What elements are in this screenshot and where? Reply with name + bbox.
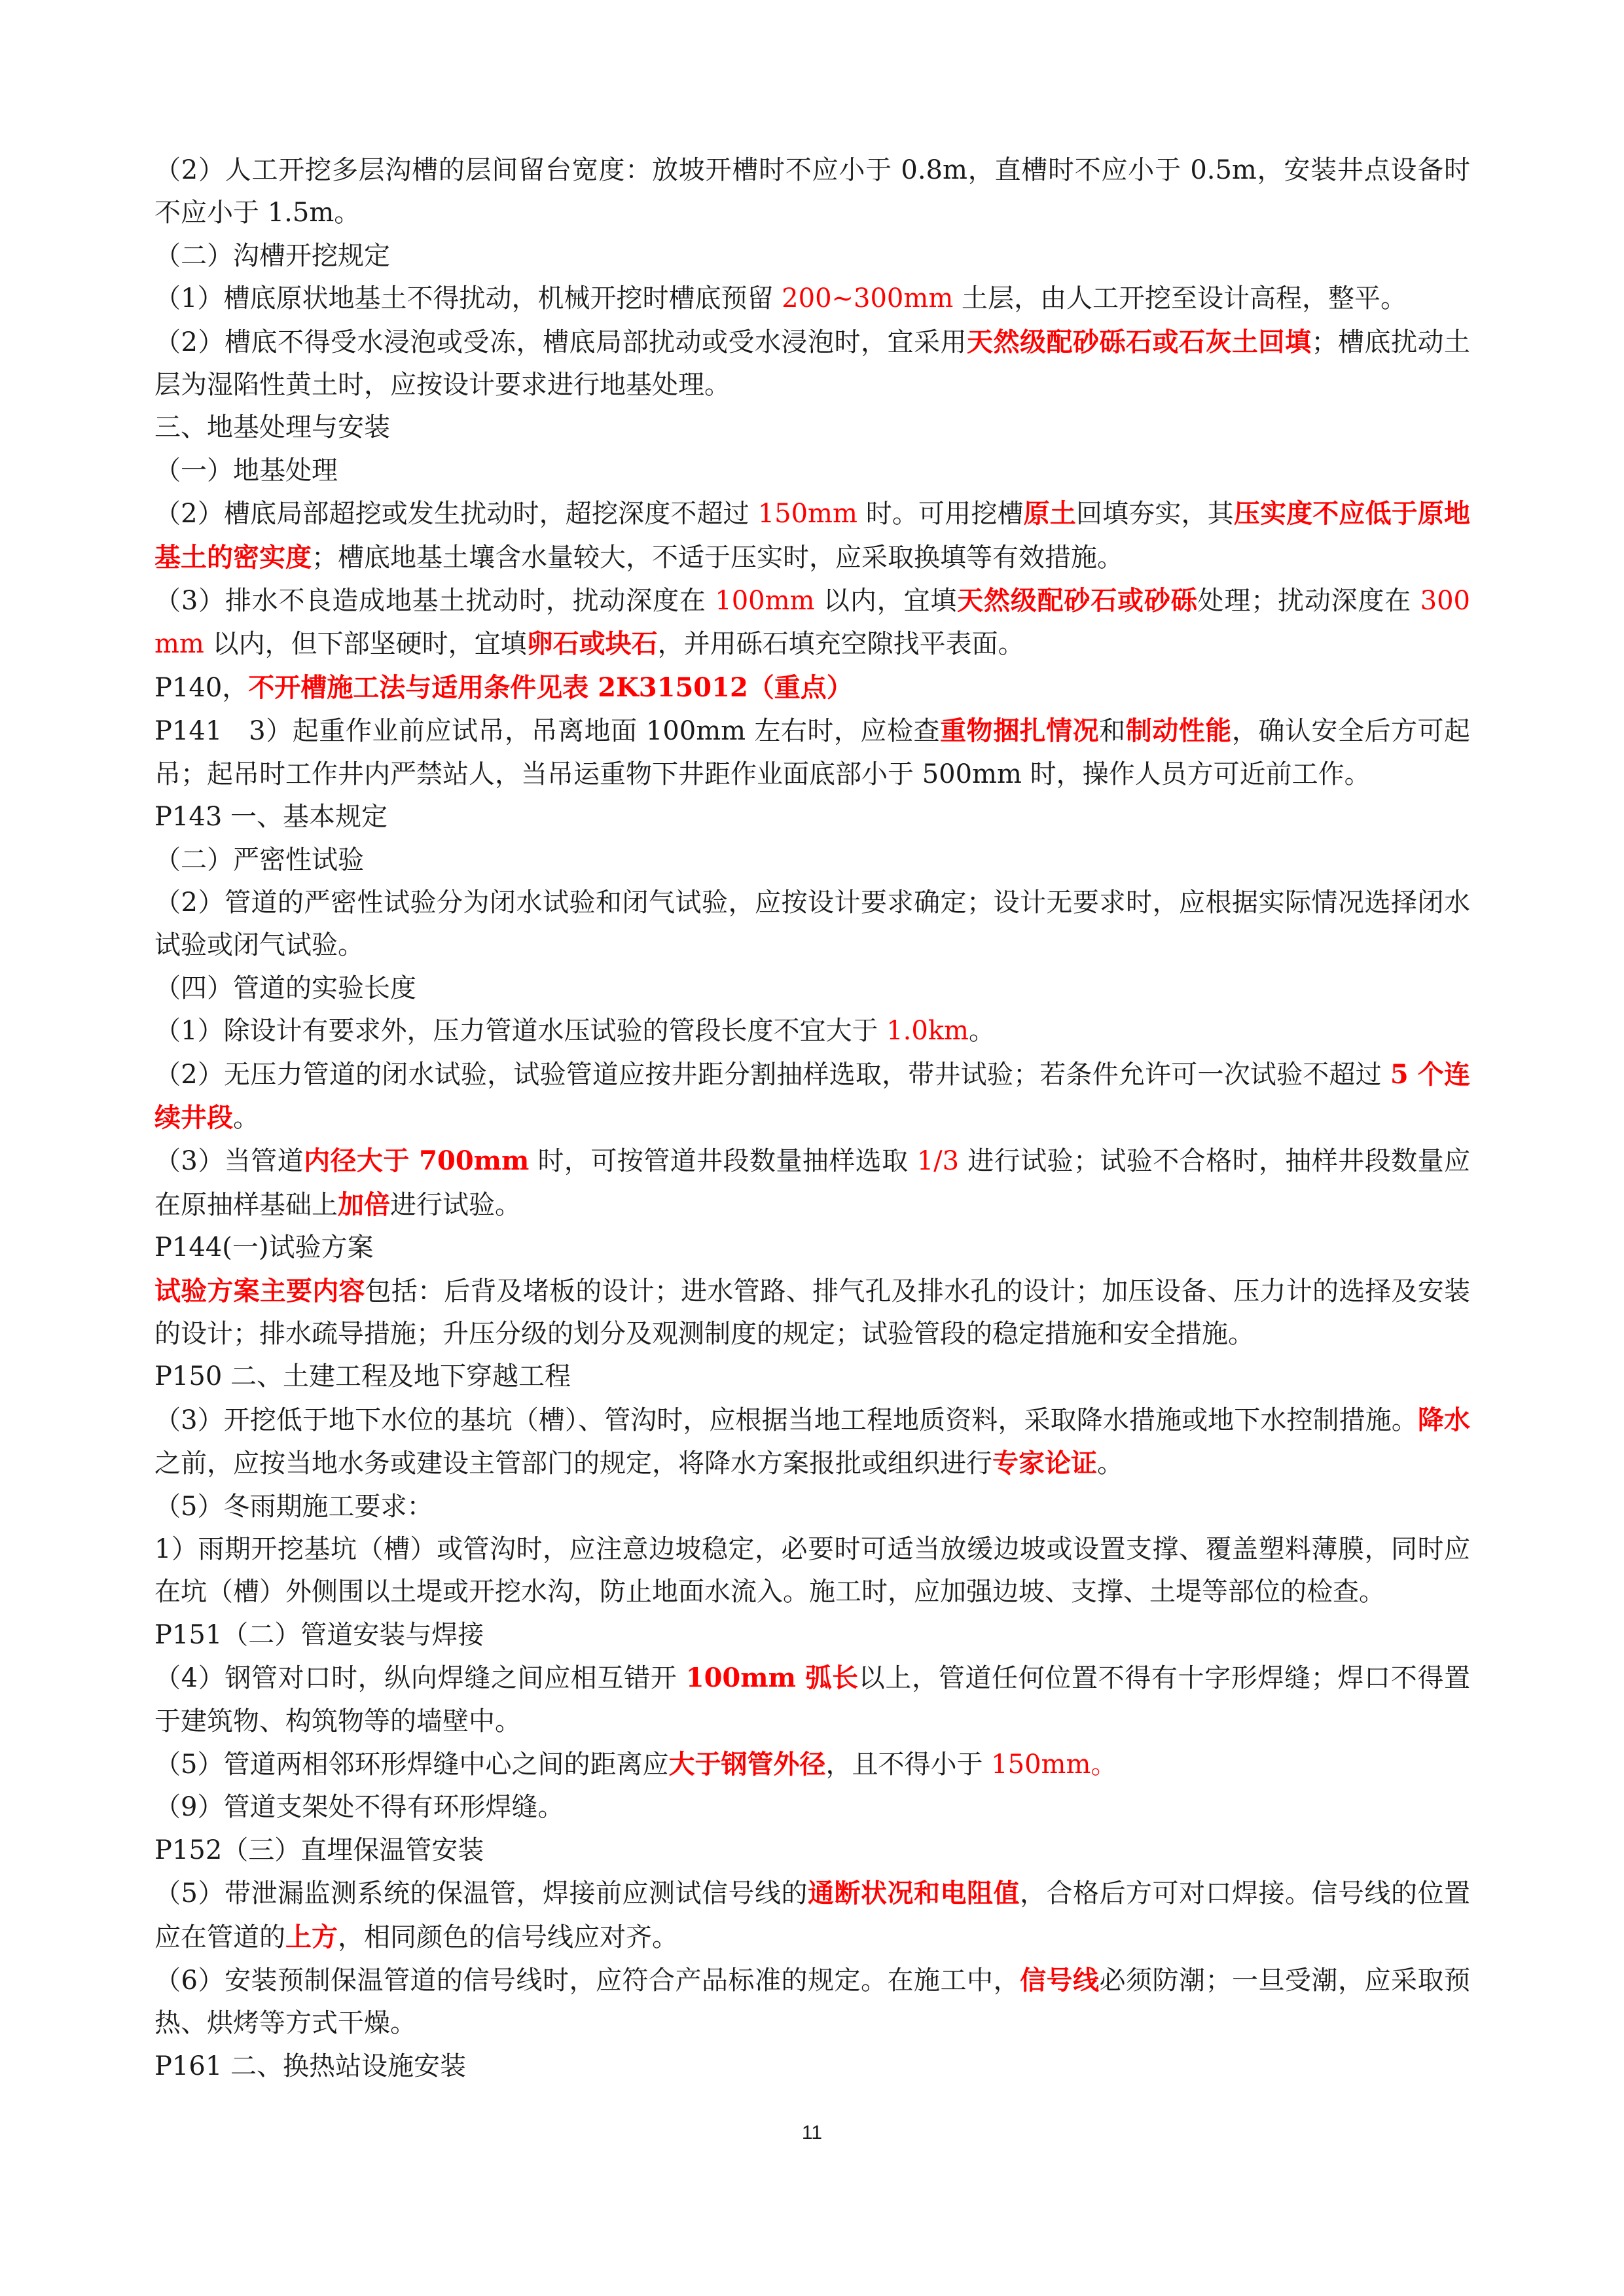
highlighted-text: 制动性能 — [1125, 715, 1232, 747]
text-segment: 以内，宜填 — [814, 586, 958, 617]
text-segment: 时。可用挖槽 — [857, 499, 1024, 529]
text-segment: 处理；扰动深度在 — [1197, 586, 1420, 617]
text-segment: P141 3）起重作业前应试吊，吊离地面 100mm 左右时，应检查 — [154, 716, 941, 747]
text-segment: 三、地基处理与安装 — [154, 412, 390, 443]
text-segment: 进行试验。 — [390, 1189, 521, 1220]
text-segment: （二）严密性试验 — [154, 844, 364, 875]
text-segment: P152（三）直埋保温管安装 — [154, 1835, 484, 1865]
paragraph — [154, 2045, 1470, 2088]
paragraph — [154, 1872, 1470, 1959]
text-segment: （6）安装预制保温管道的信号线时，应符合产品标准的规定。在施工中， — [154, 1965, 1020, 1996]
highlighted-text: 天然级配砂石或砂砾 — [957, 585, 1198, 617]
text-segment: （1）槽底原状地基土不得扰动，机械开挖时槽底预留 — [154, 283, 782, 314]
text-segment: （1）除设计有要求外，压力管道水压试验的管段长度不宜大于 — [154, 1016, 887, 1047]
highlighted-text: 1.0km — [886, 1016, 969, 1047]
highlighted-text: 原土 — [1023, 498, 1076, 529]
text-segment: ，确认安全后方可起吊；起吊时工作井内严禁站人，当吊运重物下井距作业面底部小于 500mm 时，操作人员方可近前工作。 — [154, 716, 1471, 789]
paragraph — [154, 1270, 1470, 1356]
highlighted-text: 150mm — [757, 499, 857, 529]
paragraph — [154, 839, 1470, 882]
text-segment: 进行试验；试验不合格时，抽样井段数量应在原抽样基础上 — [154, 1146, 1471, 1220]
text-segment: ，并用砾石填充空隙找平表面。 — [657, 629, 1024, 660]
text-segment: （一）地基处理 — [154, 455, 338, 486]
text-segment: ，合格后方可对口焊接。信号线的位置应在管道的 — [154, 1878, 1471, 1952]
highlighted-text: 5 个连续井段 — [154, 1058, 1470, 1133]
text-segment: （2）管道的严密性试验分为闭水试验和闭气试验，应按设计要求确定；设计无要求时，应根据实际情况选择闭水试验或闭气试验。 — [154, 887, 1470, 961]
paragraph — [154, 278, 1470, 320]
highlighted-text: 100mm — [715, 586, 815, 617]
highlighted-text: 通断状况和电阻值 — [807, 1878, 1020, 1909]
text-segment: （2）槽底不得受水浸泡或受冻，槽底局部扰动或受水浸泡时，宜采用 — [154, 327, 967, 357]
text-segment: （5）冬雨期施工要求： — [154, 1491, 433, 1522]
text-segment: 回填夯实，其 — [1075, 499, 1234, 529]
highlighted-text: 150mm。 — [991, 1749, 1117, 1780]
paragraph — [154, 709, 1470, 796]
text-segment: ；槽底扰动土层为湿陷性黄土时，应按设计要求进行地基处理。 — [154, 327, 1471, 401]
paragraph — [154, 1614, 1470, 1657]
text-segment: （2）无压力管道的闭水试验，试验管道应按井距分割抽样选取，带井试验；若条件允许可一次试验不超过 — [154, 1059, 1390, 1090]
page-number: 11 — [801, 2122, 823, 2144]
text-segment: （2）人工开挖多层沟槽的层间留台宽度：放坡开槽时不应小于 0.8m，直槽时不应小于 0.5m，安装井点设备时不应小于 1.5m。 — [154, 155, 1470, 228]
paragraph — [154, 1486, 1470, 1528]
highlighted-text: 信号线 — [1019, 1965, 1100, 1996]
highlighted-text: 加倍 — [338, 1189, 390, 1220]
paragraph — [154, 149, 1470, 235]
text-segment: P151（二）管道安装与焊接 — [154, 1619, 484, 1650]
text-segment: （5）管道两相邻环形焊缝中心之间的距离应 — [154, 1749, 669, 1780]
paragraph — [154, 882, 1470, 967]
highlighted-text: 卵石或块石 — [526, 628, 658, 660]
text-segment: 包括：后背及堵板的设计；进水管路、排气孔及排水孔的设计；加压设备、压力计的选择及安装的设计；排水疏导措施；升压分级的划分及观测制度的规定；试验管段的稳定措施和安全措施。 — [154, 1276, 1471, 1349]
paragraph — [154, 1786, 1470, 1829]
paragraph — [154, 235, 1470, 278]
text-segment: P143 一、基本规定 — [154, 802, 388, 833]
highlighted-text: 降水 — [1417, 1404, 1470, 1435]
text-segment: （3）开挖低于地下水位的基坑（槽）、管沟时，应根据当地工程地质资料，采取降水措施或地下水控制措施。 — [154, 1405, 1418, 1435]
text-segment: 。 — [1097, 1448, 1123, 1479]
text-segment: P150 二、土建工程及地下穿越工程 — [154, 1361, 571, 1392]
paragraph — [154, 492, 1470, 579]
text-segment: （3）当管道 — [154, 1146, 304, 1177]
text-segment: 时，可按管道井段数量抽样选取 — [529, 1146, 917, 1177]
document-body — [154, 149, 1470, 2088]
paragraph — [154, 1227, 1470, 1269]
highlighted-text: 内径大于 700mm — [304, 1145, 530, 1177]
text-segment: 。 — [968, 1016, 995, 1047]
highlighted-text: 200~300mm — [782, 283, 954, 314]
paragraph — [154, 1743, 1470, 1786]
highlighted-text: 压实度不应低于原地基土的密实度 — [154, 498, 1471, 573]
text-segment: 土层，由人工开挖至设计高程，整平。 — [953, 283, 1407, 314]
paragraph — [154, 1959, 1470, 2045]
paragraph — [154, 579, 1470, 666]
paragraph — [154, 321, 1470, 407]
paragraph — [154, 796, 1470, 838]
text-segment: （3）排水不良造成地基土扰动时，扰动深度在 — [154, 586, 715, 617]
text-segment: （9）管道支架处不得有环形焊缝。 — [154, 1792, 564, 1823]
highlighted-text: 不开槽施工法与适用条件见表 2K315012（重点） — [248, 672, 853, 703]
highlighted-text: 大于钢管外径 — [668, 1749, 826, 1780]
paragraph — [154, 1528, 1470, 1614]
paragraph — [154, 1657, 1470, 1743]
paragraph — [154, 1010, 1470, 1052]
paragraph — [154, 450, 1470, 492]
text-segment: ；槽底地基土壤含水量较大，不适于压实时，应采取换填等有效措施。 — [312, 542, 1123, 573]
highlighted-text: 试验方案主要内容 — [154, 1275, 365, 1306]
highlighted-text: 100mm 弧长 — [685, 1662, 859, 1694]
highlighted-text: 1/3 — [916, 1146, 960, 1177]
paragraph — [154, 967, 1470, 1010]
highlighted-text: 专家论证 — [992, 1448, 1097, 1479]
highlighted-text: 重物捆扎情况 — [940, 715, 1100, 747]
paragraph — [154, 1139, 1470, 1227]
text-segment: （2）槽底局部超挖或发生扰动时，超挖深度不超过 — [154, 499, 758, 529]
text-segment: （4）钢管对口时，纵向焊缝之间应相互错开 — [154, 1663, 686, 1694]
text-segment: （四）管道的实验长度 — [154, 973, 416, 1003]
highlighted-text: 300mm — [154, 586, 1471, 660]
text-segment: P161 二、换热站设施安装 — [154, 2051, 466, 2081]
paragraph — [154, 1355, 1470, 1398]
text-segment: ，且不得小于 — [825, 1749, 992, 1780]
text-segment: 。 — [233, 1102, 259, 1133]
text-segment: 以内，但下部坚硬时，宜填 — [204, 629, 527, 660]
text-segment: 以上，管道任何位置不得有十字形焊缝；焊口不得置于建筑物、构筑物等的墙壁中。 — [154, 1663, 1470, 1736]
text-segment: 之前，应按当地水务或建设主管部门的规定，将降水方案报批或组织进行 — [154, 1448, 992, 1479]
text-segment: ，相同颜色的信号线应对齐。 — [338, 1922, 678, 1952]
highlighted-text: 天然级配砂砾石或石灰土回填 — [966, 326, 1312, 357]
text-segment: P140， — [154, 672, 249, 703]
text-segment: 必须防潮；一旦受潮，应采取预热、烘烤等方式干燥。 — [154, 1965, 1471, 2039]
text-segment: （5）带泄漏监测系统的保温管，焊接前应测试信号线的 — [154, 1878, 808, 1909]
text-segment: 和 — [1099, 716, 1126, 747]
text-segment: （二）沟槽开挖规定 — [154, 240, 390, 271]
paragraph — [154, 1399, 1470, 1486]
paragraph — [154, 666, 1470, 709]
paragraph — [154, 1829, 1470, 1872]
paragraph — [154, 406, 1470, 449]
text-segment: 1）雨期开挖基坑（槽）或管沟时，应注意边坡稳定，必要时可适当放缓边坡或设置支撑、覆盖塑料薄膜，同时应在坑（槽）外侧围以土堤或开挖水沟，防止地面水流入。施工时，应加强边坡、支撑、土堤等部位的检查。 — [154, 1534, 1470, 1607]
paragraph — [154, 1053, 1470, 1140]
highlighted-text: 上方 — [285, 1921, 338, 1952]
text-segment: P144(一)试验方案 — [154, 1232, 374, 1263]
